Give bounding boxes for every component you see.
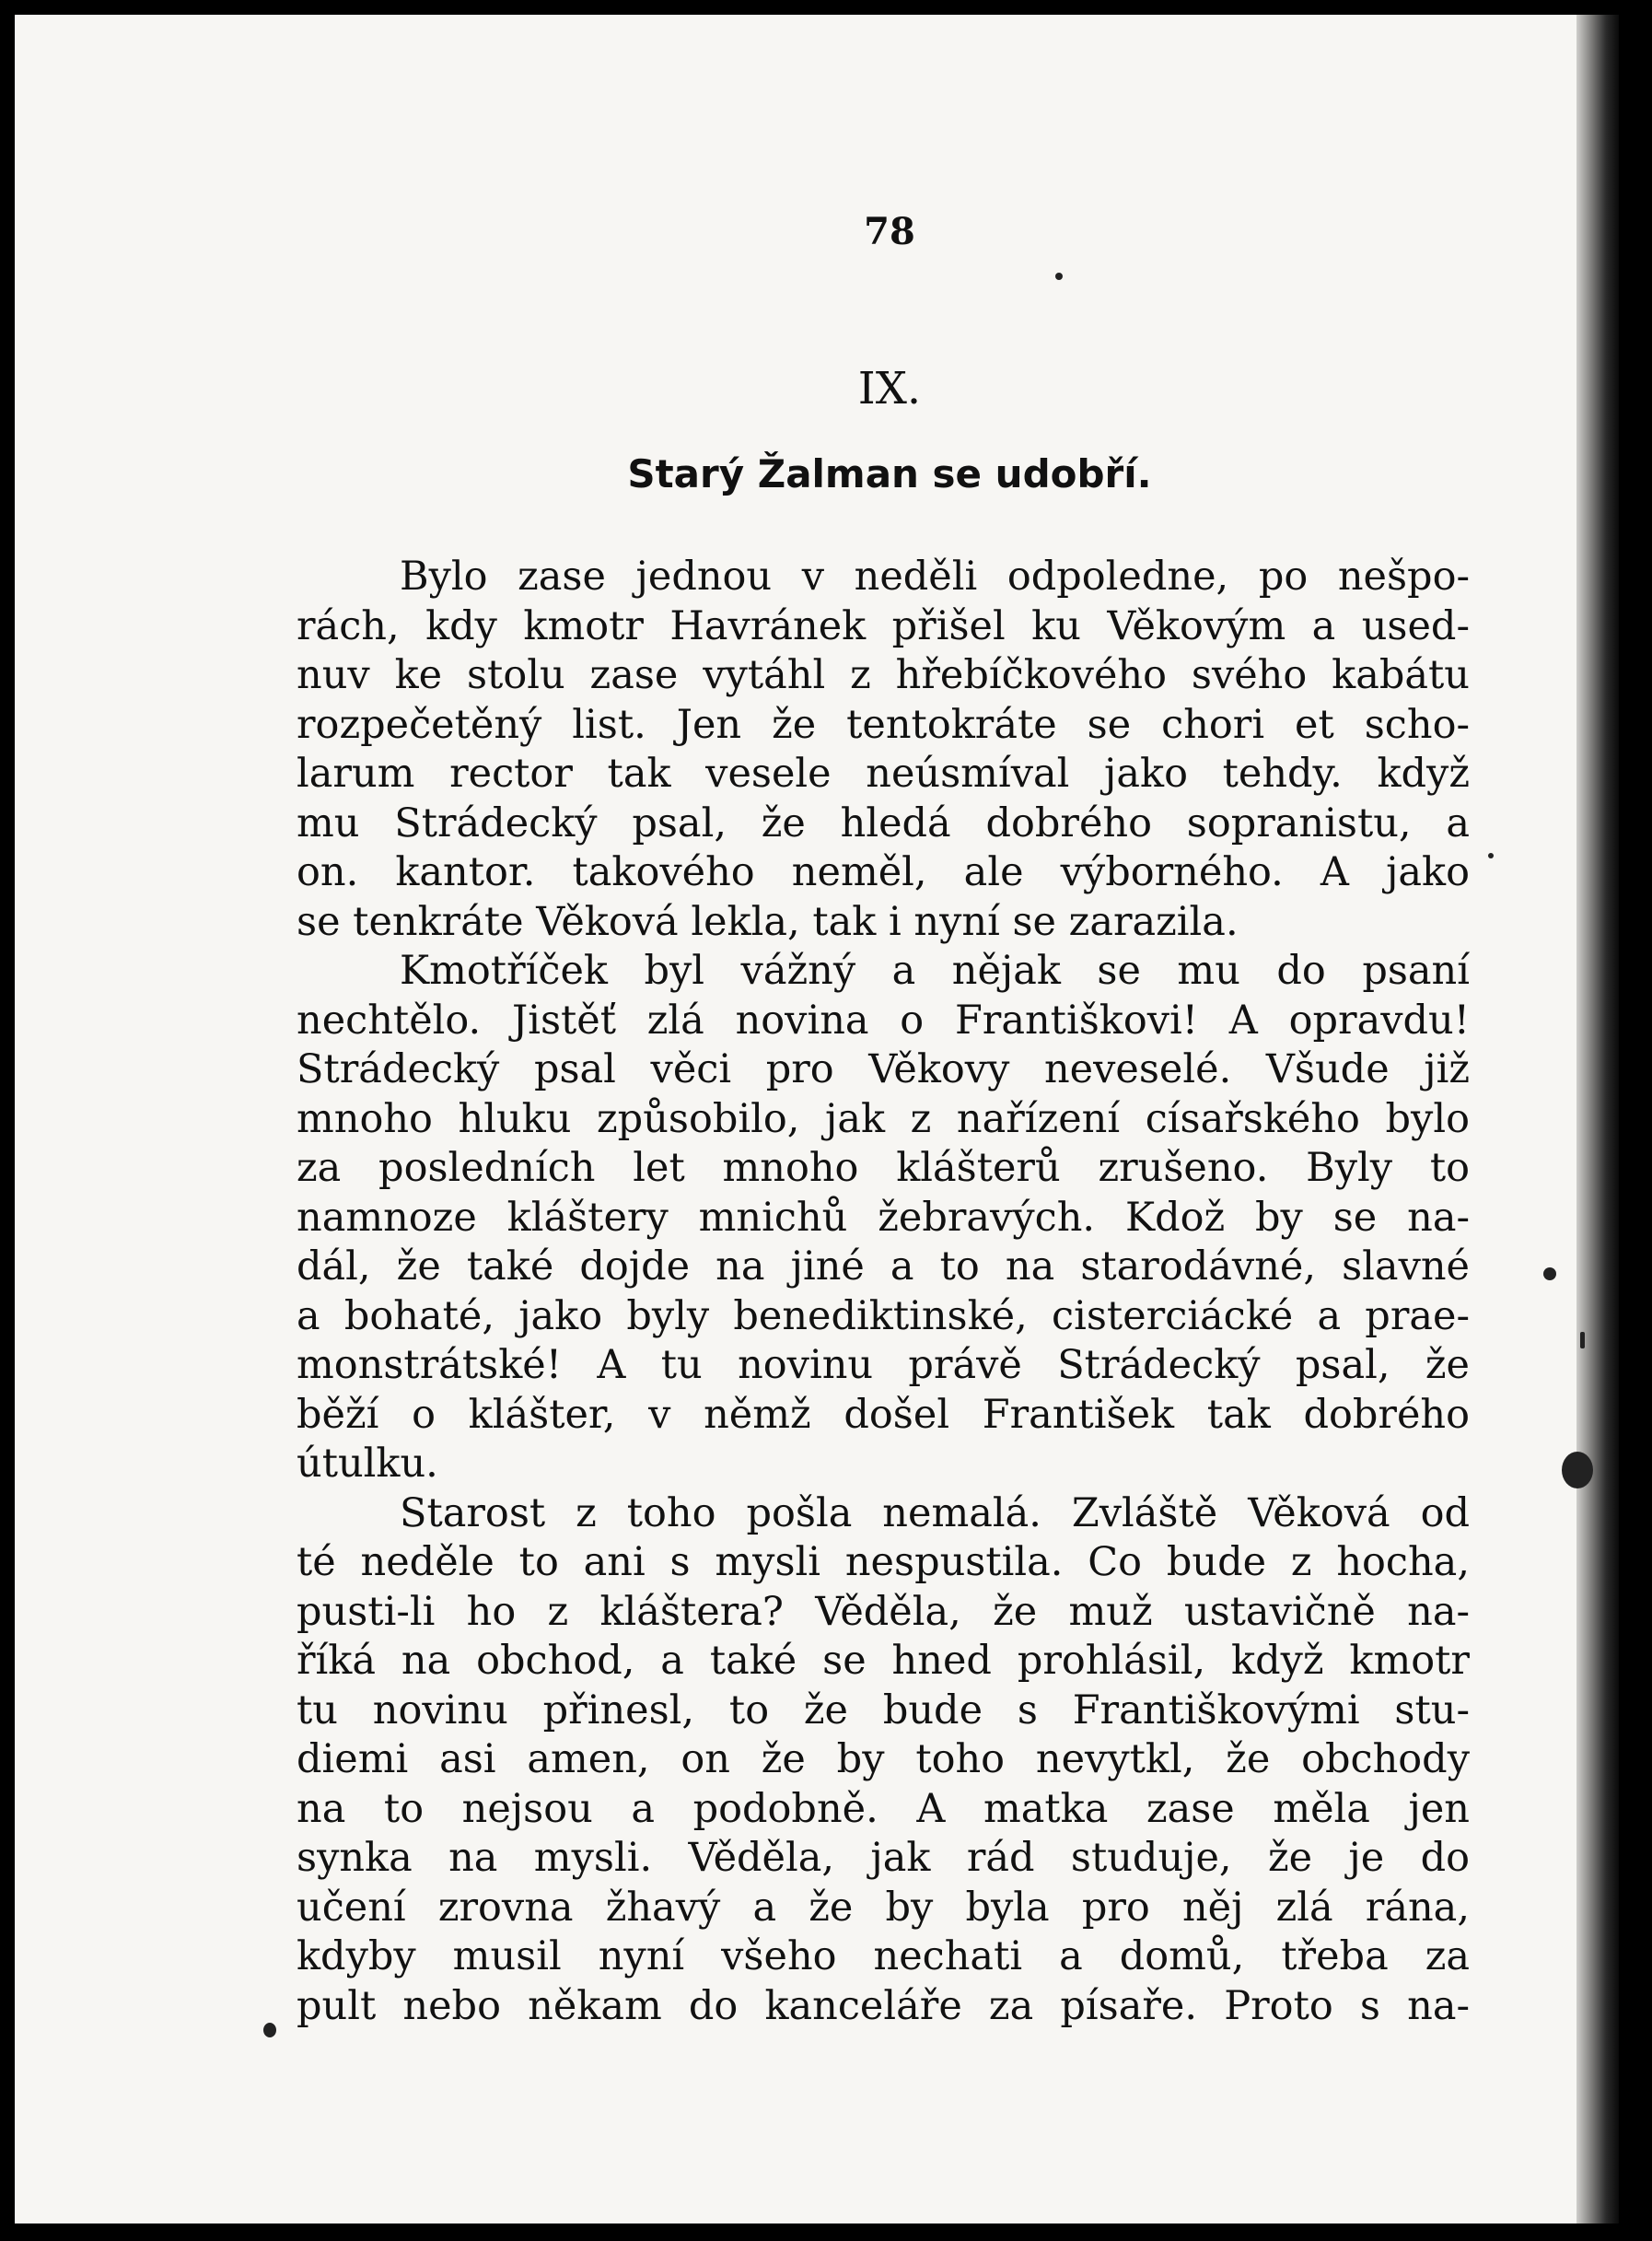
text-line: dál, že také dojde na jiné a to na starodávné, slavné bbox=[297, 1243, 1470, 1290]
text-line: říká na obchod, a také se hned prohlásil, když kmotr bbox=[297, 1638, 1470, 1684]
text-line: té neděle to ani s mysli nespustila. Co bude z hocha, bbox=[297, 1539, 1470, 1585]
text-line: synka na mysli. Věděla, jak rád studuje, že je do bbox=[297, 1835, 1470, 1881]
text-line: rozpečetěný list. Jen že tentokráte se chori et scho- bbox=[297, 701, 1470, 748]
text-line: Strádecký psal věci pro Věkovy neveselé. Všude již bbox=[297, 1046, 1470, 1092]
page-edge-shadow bbox=[1576, 15, 1619, 2223]
chapter-number: IX. bbox=[857, 363, 922, 414]
text-line: Starost z toho pošla nemalá. Zvláště Věková od bbox=[400, 1489, 1470, 1536]
text-line: Kmotříček byl vážný a nějak se mu do psaní bbox=[400, 948, 1470, 994]
text-line: a bohaté, jako byly benediktinské, cisterciácké a prae- bbox=[297, 1292, 1470, 1339]
text-line: rách, kdy kmotr Havránek přišel ku Věkovým a used- bbox=[297, 602, 1470, 649]
text-line: pusti-li ho z kláštera? Věděla, že muž ustavičně na- bbox=[297, 1588, 1470, 1635]
text-line: útulku. bbox=[297, 1441, 438, 1487]
scan-speck bbox=[1580, 1332, 1585, 1348]
text-line: diemi asi amen, on že by toho nevytkl, že obchody bbox=[297, 1736, 1470, 1782]
scan-speck bbox=[263, 2023, 276, 2037]
page-number: 78 bbox=[864, 210, 915, 253]
text-line: pult nebo někam do kanceláře za písaře. Proto s na- bbox=[297, 1982, 1470, 2029]
text-line: se tenkráte Věková lekla, tak i nyní se zarazila. bbox=[297, 898, 1239, 945]
body-text bbox=[297, 553, 1470, 2031]
text-line: tu novinu přinesl, to že bude s Františkovými stu- bbox=[297, 1687, 1470, 1733]
chapter-title: Starý Žalman se udobří. bbox=[627, 451, 1152, 496]
scan-speck bbox=[1055, 273, 1063, 280]
text-line: larum rector tak vesele neúsmíval jako tehdy. když bbox=[297, 751, 1470, 797]
book-page bbox=[15, 15, 1619, 2223]
text-line: běží o klášter, v němž došel František tak dobrého bbox=[297, 1391, 1470, 1438]
text-line: on. kantor. takového neměl, ale výborného. A jako bbox=[297, 849, 1470, 895]
text-line: mnoho hluku způsobilo, jak z nařízení císařského bylo bbox=[297, 1095, 1470, 1142]
text-line: na to nejsou a podobně. A matka zase měla jen bbox=[297, 1785, 1470, 1832]
text-line: učení zrovna žhavý a že by byla pro něj zlá rána, bbox=[297, 1884, 1470, 1931]
text-line: Bylo zase jednou v neděli odpoledne, po nešpo- bbox=[400, 554, 1470, 600]
scan-speck bbox=[1562, 1452, 1593, 1488]
scan-speck bbox=[1488, 853, 1494, 858]
text-line: nuv ke stolu zase vytáhl z hřebíčkového svého kabátu bbox=[297, 652, 1470, 698]
text-line: za posledních let mnoho klášterů zrušeno. Byly to bbox=[297, 1145, 1470, 1191]
text-line: monstrátské! A tu novinu právě Strádecký psal, že bbox=[297, 1342, 1470, 1388]
text-line: kdyby musil nyní všeho nechati a domů, třeba za bbox=[297, 1933, 1470, 1979]
text-line: mu Strádecký psal, že hledá dobrého sopranistu, a bbox=[297, 800, 1470, 846]
text-line: namnoze kláštery mnichů žebravých. Kdož by se na- bbox=[297, 1194, 1470, 1241]
text-line: nechtělo. Jistěť zlá novina o Františkovi! A opravdu! bbox=[297, 997, 1470, 1044]
scan-speck bbox=[1543, 1267, 1556, 1280]
